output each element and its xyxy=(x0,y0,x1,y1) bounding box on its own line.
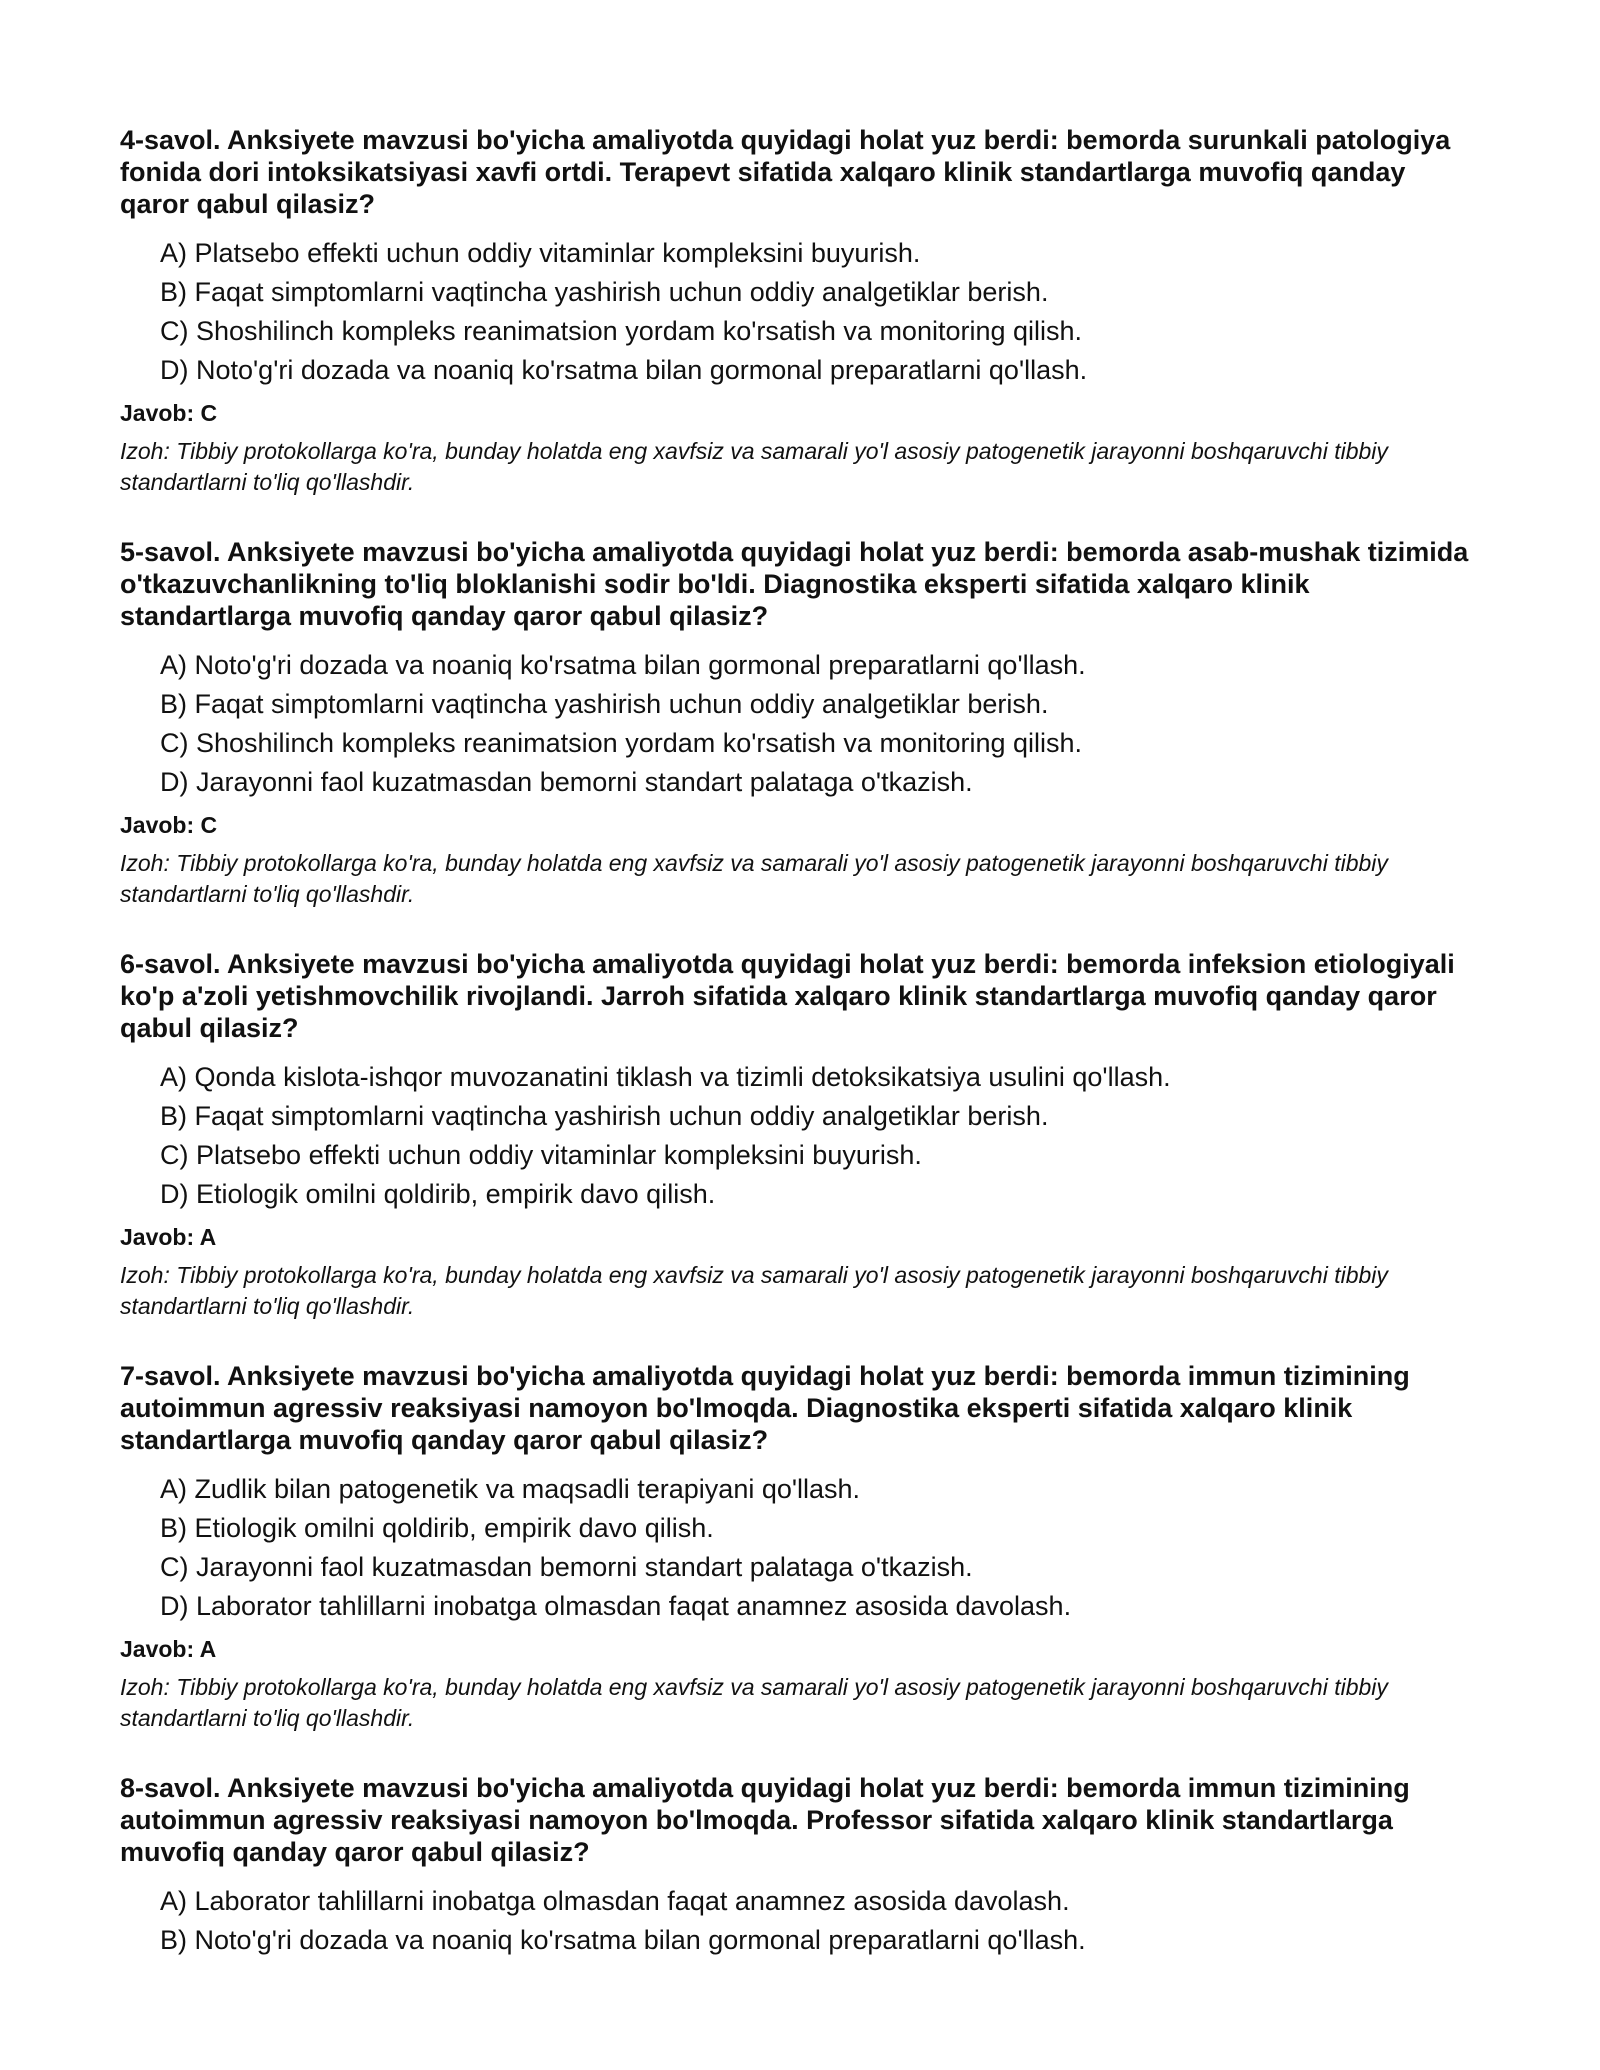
explanation: Izoh: Tibbiy protokollarga ko'ra, bunday holatda eng xavfsiz va samarali yo'l asosiy patogenetik jarayonni boshqaruvchi tibbiy standartlarni to'liq qo'llashdir. xyxy=(120,1674,1388,1731)
option-a: A) Platsebo effekti uchun oddiy vitaminlar kompleksini buyurish. xyxy=(160,238,921,268)
option-list xyxy=(120,1470,1480,1626)
option-a: A) Laborator tahlillarni inobatga olmasdan faqat anamnez asosida davolash. xyxy=(160,1886,1070,1916)
option-d: D) Laborator tahlillarni inobatga olmasdan faqat anamnez asosida davolash. xyxy=(160,1591,1072,1621)
question-block xyxy=(120,124,1480,498)
option-c: C) Shoshilinch kompleks reanimatsion yordam ko'rsatish va monitoring qilish. xyxy=(160,316,1083,346)
option-c: C) Shoshilinch kompleks reanimatsion yordam ko'rsatish va monitoring qilish. xyxy=(160,728,1083,758)
question-title: 4-savol. Anksiyete mavzusi bo'yicha amaliyotda quyidagi holat yuz berdi: bemorda surunkali patologiya fonida dori intoksikatsiyasi xavfi ortdi. Terapevt sifatida xalqaro klinik standartlarga muvofiq qanday qaror qabul qilasiz? xyxy=(120,125,1451,219)
option-a: A) Noto'g'ri dozada va noaniq ko'rsatma bilan gormonal preparatlarni qo'llash. xyxy=(160,650,1086,680)
option-b: B) Faqat simptomlarni vaqtincha yashirish uchun oddiy analgetiklar berish. xyxy=(160,1101,1049,1131)
answer-label: Javob: A xyxy=(120,1636,217,1662)
explanation: Izoh: Tibbiy protokollarga ko'ra, bunday holatda eng xavfsiz va samarali yo'l asosiy patogenetik jarayonni boshqaruvchi tibbiy standartlarni to'liq qo'llashdir. xyxy=(120,850,1388,907)
option-d: D) Etiologik omilni qoldirib, empirik davo qilish. xyxy=(160,1179,716,1209)
option-b: B) Faqat simptomlarni vaqtincha yashirish uchun oddiy analgetiklar berish. xyxy=(160,689,1049,719)
option-b: B) Noto'g'ri dozada va noaniq ko'rsatma bilan gormonal preparatlarni qo'llash. xyxy=(160,1925,1086,1955)
option-list xyxy=(120,1058,1480,1214)
question-title: 7-savol. Anksiyete mavzusi bo'yicha amaliyotda quyidagi holat yuz berdi: bemorda immun tizimining autoimmun agressiv reaksiyasi namoyon bo'lmoqda. Diagnostika eksperti sifatida xalqaro klinik standartlarga muvofiq qanday qaror qabul qilasiz? xyxy=(120,1361,1410,1455)
question-block xyxy=(120,1360,1480,1734)
option-list xyxy=(120,1882,1480,1960)
explanation: Izoh: Tibbiy protokollarga ko'ra, bunday holatda eng xavfsiz va samarali yo'l asosiy patogenetik jarayonni boshqaruvchi tibbiy standartlarni to'liq qo'llashdir. xyxy=(120,1262,1388,1319)
option-d: D) Jarayonni faol kuzatmasdan bemorni standart palataga o'tkazish. xyxy=(160,767,973,797)
question-title: 5-savol. Anksiyete mavzusi bo'yicha amaliyotda quyidagi holat yuz berdi: bemorda asab-mushak tizimida o'tkazuvchanlikning to'liq bloklanishi sodir bo'ldi. Diagnostika eksperti sifatida xalqaro klinik standartlarga muvofiq qanday qaror qabul qilasiz? xyxy=(120,537,1469,631)
explanation: Izoh: Tibbiy protokollarga ko'ra, bunday holatda eng xavfsiz va samarali yo'l asosiy patogenetik jarayonni boshqaruvchi tibbiy standartlarni to'liq qo'llashdir. xyxy=(120,438,1388,495)
answer-label: Javob: C xyxy=(120,400,218,426)
document-page xyxy=(120,124,1480,1998)
option-b: B) Etiologik omilni qoldirib, empirik davo qilish. xyxy=(160,1513,714,1543)
question-block xyxy=(120,536,1480,910)
answer-label: Javob: A xyxy=(120,1224,217,1250)
option-a: A) Zudlik bilan patogenetik va maqsadli terapiyani qo'llash. xyxy=(160,1474,861,1504)
option-d: D) Noto'g'ri dozada va noaniq ko'rsatma bilan gormonal preparatlarni qo'llash. xyxy=(160,355,1088,385)
option-b: B) Faqat simptomlarni vaqtincha yashirish uchun oddiy analgetiklar berish. xyxy=(160,277,1049,307)
option-c: C) Jarayonni faol kuzatmasdan bemorni standart palataga o'tkazish. xyxy=(160,1552,973,1582)
question-title: 6-savol. Anksiyete mavzusi bo'yicha amaliyotda quyidagi holat yuz berdi: bemorda infeksion etiologiyali ko'p a'zoli yetishmovchilik rivojlandi. Jarroh sifatida xalqaro klinik standartlarga muvofiq qanday qaror qabul qilasiz? xyxy=(120,949,1455,1043)
question-title: 8-savol. Anksiyete mavzusi bo'yicha amaliyotda quyidagi holat yuz berdi: bemorda immun tizimining autoimmun agressiv reaksiyasi namoyon bo'lmoqda. Professor sifatida xalqaro klinik standartlarga muvofiq qanday qaror qabul qilasiz? xyxy=(120,1773,1410,1867)
option-list xyxy=(120,646,1480,802)
question-block xyxy=(120,1772,1480,1960)
question-block xyxy=(120,948,1480,1322)
option-a: A) Qonda kislota-ishqor muvozanatini tiklash va tizimli detoksikatsiya usulini qo'llash. xyxy=(160,1062,1171,1092)
option-c: C) Platsebo effekti uchun oddiy vitaminlar kompleksini buyurish. xyxy=(160,1140,922,1170)
answer-label: Javob: C xyxy=(120,812,218,838)
option-list xyxy=(120,234,1480,390)
